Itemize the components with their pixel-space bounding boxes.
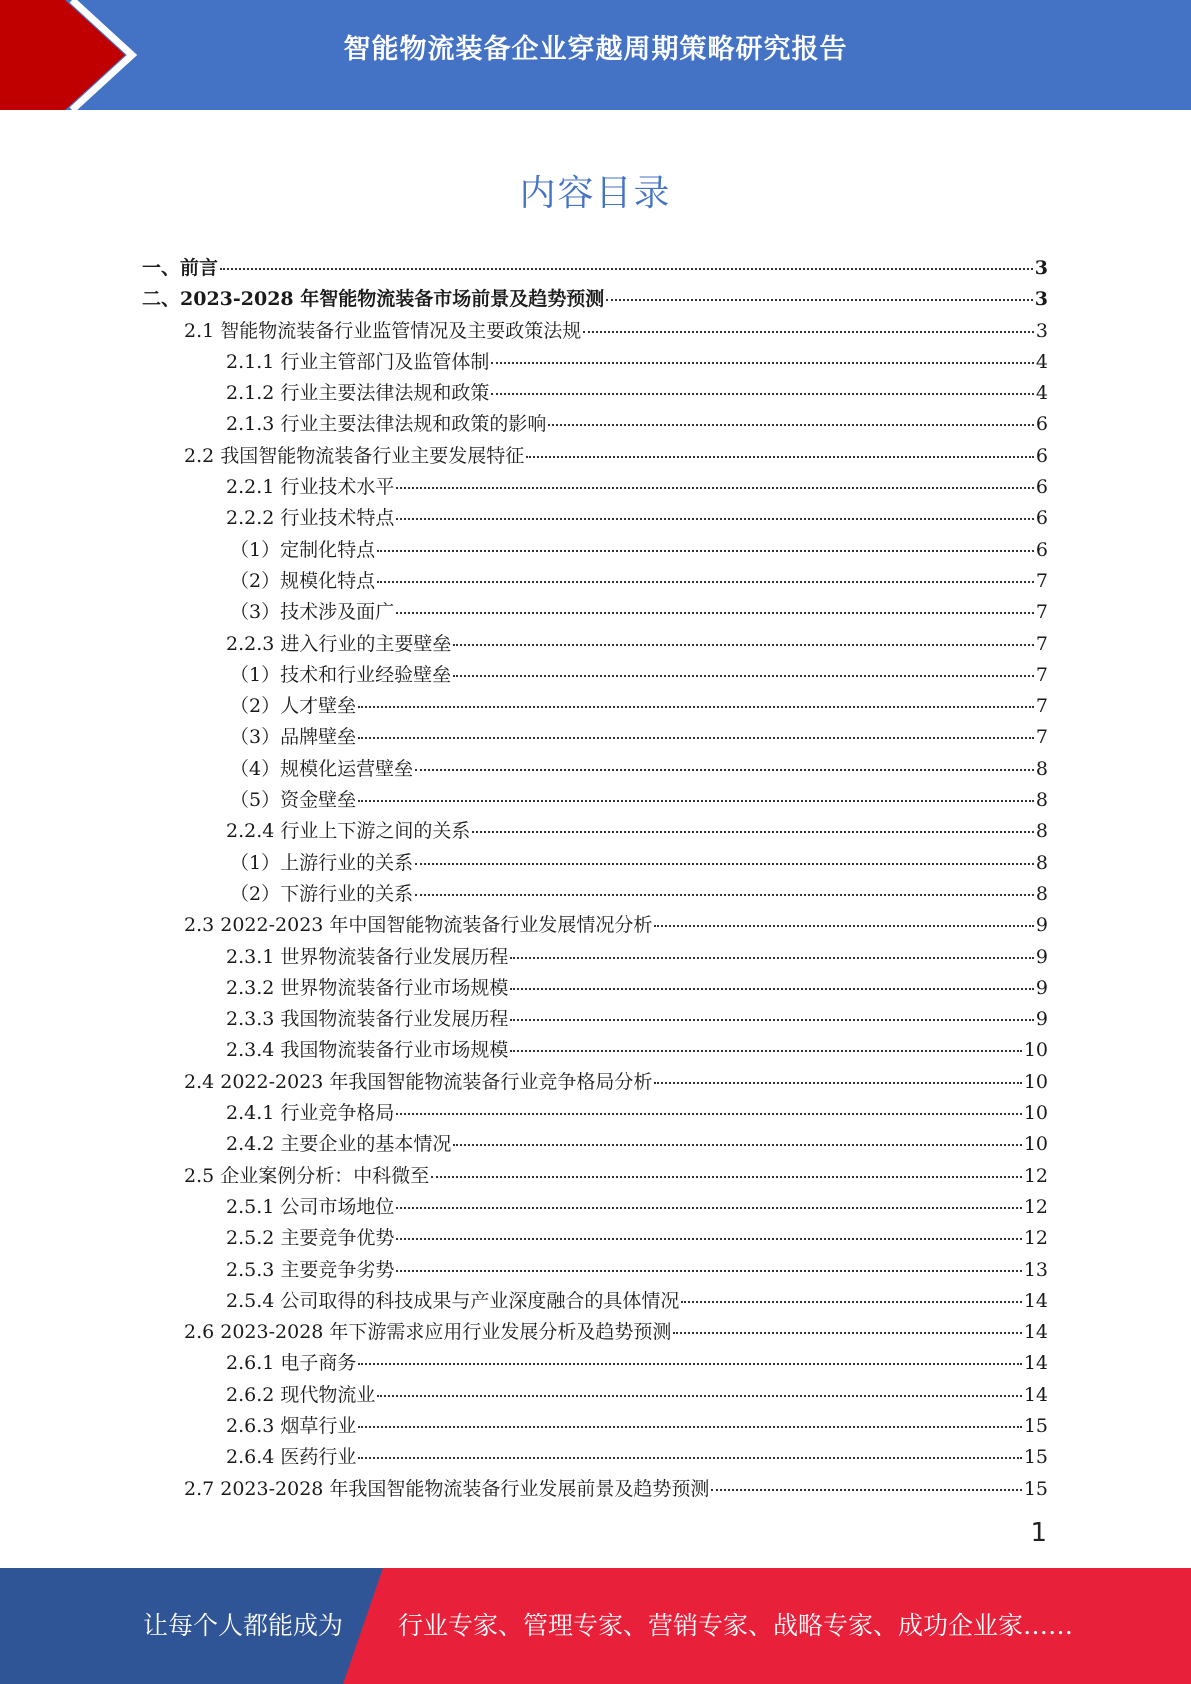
toc-dot-leader: [453, 1144, 1021, 1146]
toc-dot-leader: [583, 331, 1034, 333]
toc-entry-page: 9: [1035, 976, 1048, 999]
toc-dot-leader: [431, 1176, 1022, 1178]
toc-dot-leader: [358, 1363, 1021, 1365]
toc-entry-page: 15: [1023, 1446, 1048, 1469]
toc-entry[interactable]: [142, 347, 1048, 378]
toc-entry[interactable]: [142, 253, 1048, 284]
footer-banner: [0, 1568, 1191, 1684]
toc-dot-leader: [681, 1301, 1021, 1303]
toc-dot-leader: [396, 1207, 1021, 1209]
toc-entry[interactable]: [142, 1317, 1048, 1348]
toc-dot-leader: [377, 1395, 1021, 1397]
toc-entry-page: 4: [1035, 350, 1048, 373]
toc-entry[interactable]: [142, 722, 1048, 753]
toc-entry[interactable]: [142, 1286, 1048, 1317]
toc-entry-label: 2.6.4 医药行业: [226, 1446, 357, 1469]
toc-entry-page: 8: [1035, 757, 1048, 780]
toc-dot-leader: [654, 1082, 1021, 1084]
toc-dot-leader: [377, 550, 1034, 552]
header-banner: [0, 0, 1191, 110]
toc-dot-leader: [606, 299, 1033, 301]
toc-entry-label: 2.5.3 主要竞争劣势: [226, 1258, 395, 1281]
toc-dot-leader: [415, 894, 1034, 896]
toc-entry-label: （1）上游行业的关系: [230, 851, 414, 874]
toc-entry[interactable]: [142, 1004, 1048, 1035]
toc-entry[interactable]: [142, 1192, 1048, 1223]
footer-slogan-right: 行业专家、管理专家、营销专家、战略专家、成功企业家……: [398, 1611, 1074, 1640]
toc-entry-page: 14: [1023, 1289, 1048, 1312]
toc-entry[interactable]: [142, 1411, 1048, 1442]
toc-entry-page: 13: [1023, 1258, 1048, 1281]
toc-entry-page: 15: [1023, 1414, 1048, 1437]
toc-entry-label: 2.2.4 行业上下游之间的关系: [226, 820, 471, 843]
toc-entry-page: 7: [1035, 569, 1048, 592]
toc-entry[interactable]: [142, 597, 1048, 628]
toc-entry-page: 7: [1035, 663, 1048, 686]
toc-entry-page: 7: [1035, 726, 1048, 749]
toc-entry-label: 2.3.2 世界物流装备行业市场规模: [226, 976, 509, 999]
toc-entry[interactable]: [142, 1442, 1048, 1473]
toc-dot-leader: [510, 988, 1034, 990]
toc-entry-label: 2.5.2 主要竞争优势: [226, 1227, 395, 1250]
toc-dot-leader: [526, 456, 1034, 458]
toc-entry[interactable]: [142, 316, 1048, 347]
toc-entry-label: （1）定制化特点: [230, 538, 376, 561]
table-of-contents: [142, 253, 1048, 1505]
toc-dot-leader: [510, 957, 1034, 959]
toc-entry[interactable]: [142, 1223, 1048, 1254]
toc-dot-leader: [491, 362, 1034, 364]
toc-entry[interactable]: [142, 754, 1048, 785]
toc-entry[interactable]: [142, 942, 1048, 973]
toc-entry-page: 4: [1035, 382, 1048, 405]
toc-entry-page: 6: [1035, 507, 1048, 530]
toc-entry-label: 2.3.1 世界物流装备行业发展历程: [226, 945, 509, 968]
toc-entry-label: 一、前言: [142, 257, 219, 279]
toc-entry-label: （4）规模化运营壁垒: [230, 757, 414, 780]
toc-entry-label: 2.5 企业案例分析：中科微至: [184, 1164, 430, 1187]
toc-entry[interactable]: [142, 1035, 1048, 1066]
toc-dot-leader: [358, 1426, 1021, 1428]
toc-entry-page: 8: [1035, 882, 1048, 905]
toc-dot-leader: [673, 1332, 1021, 1334]
toc-entry[interactable]: [142, 629, 1048, 660]
toc-dot-leader: [510, 1050, 1021, 1052]
toc-entry[interactable]: [142, 1474, 1048, 1505]
toc-entry[interactable]: [142, 284, 1048, 315]
toc-entry-page: 10: [1023, 1070, 1048, 1093]
toc-entry[interactable]: [142, 503, 1048, 534]
toc-entry-page: 15: [1023, 1477, 1048, 1500]
toc-entry-page: 6: [1035, 538, 1048, 561]
toc-entry-label: 2.4.1 行业竞争格局: [226, 1102, 395, 1125]
toc-entry-page: 9: [1035, 1008, 1048, 1031]
toc-entry-label: （2）下游行业的关系: [230, 882, 414, 905]
toc-dot-leader: [396, 1113, 1021, 1115]
toc-dot-leader: [453, 675, 1034, 677]
toc-entry-label: （2）规模化特点: [230, 569, 376, 592]
toc-dot-leader: [358, 800, 1034, 802]
toc-entry-page: 6: [1035, 413, 1048, 436]
toc-entry-label: （1）技术和行业经验壁垒: [230, 663, 452, 686]
toc-heading: 内容目录: [519, 173, 672, 214]
toc-entry-label: 2.2.2 行业技术特点: [226, 507, 395, 530]
toc-entry-page: 10: [1023, 1102, 1048, 1125]
toc-entry[interactable]: [142, 848, 1048, 879]
toc-entry-label: （3）技术涉及面广: [230, 601, 395, 624]
toc-dot-leader: [396, 518, 1034, 520]
toc-entry-label: 2.6.2 现代物流业: [226, 1383, 376, 1406]
toc-entry-page: 10: [1023, 1039, 1048, 1062]
toc-dot-leader: [654, 925, 1033, 927]
toc-entry-label: 2.3.3 我国物流装备行业发展历程: [226, 1008, 509, 1031]
toc-dot-leader: [396, 612, 1034, 614]
toc-entry-page: 12: [1023, 1195, 1048, 1218]
toc-entry[interactable]: [142, 660, 1048, 691]
toc-entry-page: 14: [1023, 1383, 1048, 1406]
toc-dot-leader: [396, 1270, 1021, 1272]
toc-entry-page: 6: [1035, 444, 1048, 467]
toc-entry-label: 2.1.1 行业主管部门及监管体制: [226, 350, 490, 373]
toc-entry-page: 7: [1035, 695, 1048, 718]
toc-dot-leader: [415, 769, 1034, 771]
toc-entry-page: 3: [1034, 288, 1048, 311]
toc-entry-label: 2.6 2023-2028 年下游需求应用行业发展分析及趋势预测: [184, 1321, 672, 1344]
toc-dot-leader: [472, 831, 1034, 833]
toc-entry-page: 8: [1035, 820, 1048, 843]
toc-entry[interactable]: [142, 441, 1048, 472]
toc-entry-page: 10: [1023, 1133, 1048, 1156]
toc-entry[interactable]: [142, 879, 1048, 910]
toc-dot-leader: [377, 581, 1034, 583]
toc-entry[interactable]: [142, 1129, 1048, 1160]
toc-entry[interactable]: [142, 1098, 1048, 1129]
toc-entry[interactable]: [142, 816, 1048, 847]
toc-entry-label: 2.3 2022-2023 年中国智能物流装备行业发展情况分析: [184, 914, 653, 937]
toc-entry-label: 2.3.4 我国物流装备行业市场规模: [226, 1039, 509, 1062]
toc-entry-page: 3: [1035, 319, 1048, 342]
toc-entry[interactable]: [142, 1380, 1048, 1411]
toc-entry-label: （5）资金壁垒: [230, 789, 357, 812]
toc-entry[interactable]: [142, 785, 1048, 816]
toc-entry-label: 2.2.1 行业技术水平: [226, 476, 395, 499]
toc-entry-label: 2.6.3 烟草行业: [226, 1414, 357, 1437]
toc-entry-label: 2.7 2023-2028 年我国智能物流装备行业发展前景及趋势预测: [184, 1477, 710, 1500]
toc-entry-label: （2）人才壁垒: [230, 695, 357, 718]
toc-entry[interactable]: [142, 1067, 1048, 1098]
toc-dot-leader: [415, 863, 1034, 865]
toc-dot-leader: [358, 1457, 1021, 1459]
toc-entry-label: 2.5.1 公司市场地位: [226, 1195, 395, 1218]
toc-entry-label: 2.5.4 公司取得的科技成果与产业深度融合的具体情况: [226, 1289, 680, 1312]
toc-dot-leader: [453, 644, 1034, 646]
toc-entry[interactable]: [142, 535, 1048, 566]
toc-entry-label: （3）品牌壁垒: [230, 726, 357, 749]
toc-entry-page: 12: [1023, 1164, 1048, 1187]
toc-entry-label: 二、2023-2028 年智能物流装备市场前景及趋势预测: [142, 288, 605, 311]
toc-entry[interactable]: [142, 378, 1048, 409]
toc-entry-page: 9: [1035, 914, 1048, 937]
toc-entry-page: 7: [1035, 632, 1048, 655]
toc-entry-label: 2.1.2 行业主要法律法规和政策: [226, 382, 490, 405]
toc-entry-label: 2.2.3 进入行业的主要壁垒: [226, 632, 452, 655]
toc-entry-page: 8: [1035, 851, 1048, 874]
toc-entry-page: 8: [1035, 789, 1048, 812]
page-number: 1: [1030, 1518, 1047, 1548]
toc-dot-leader: [396, 487, 1034, 489]
toc-entry-page: 3: [1034, 257, 1048, 279]
toc-entry-page: 6: [1035, 476, 1048, 499]
toc-dot-leader: [491, 393, 1034, 395]
toc-dot-leader: [358, 706, 1034, 708]
toc-entry-label: 2.6.1 电子商务: [226, 1352, 357, 1375]
toc-entry-label: 2.1 智能物流装备行业监管情况及主要政策法规: [184, 319, 582, 342]
toc-entry[interactable]: [142, 566, 1048, 597]
toc-entry[interactable]: [142, 409, 1048, 440]
toc-entry[interactable]: [142, 910, 1048, 941]
toc-entry-label: 2.4 2022-2023 年我国智能物流装备行业竞争格局分析: [184, 1070, 653, 1093]
report-title: 智能物流装备企业穿越周期策略研究报告: [343, 34, 848, 65]
toc-dot-leader: [396, 1238, 1021, 1240]
footer-slogan-left: 让每个人都能成为: [143, 1611, 344, 1640]
toc-entry-label: 2.2 我国智能物流装备行业主要发展特征: [184, 444, 525, 467]
toc-entry[interactable]: [142, 691, 1048, 722]
toc-entry[interactable]: [142, 472, 1048, 503]
toc-dot-leader: [510, 1019, 1034, 1021]
toc-entry-label: 2.4.2 主要企业的基本情况: [226, 1133, 452, 1156]
toc-dot-leader: [548, 424, 1034, 426]
toc-dot-leader: [711, 1489, 1021, 1491]
toc-entry-page: 14: [1023, 1352, 1048, 1375]
toc-entry[interactable]: [142, 1348, 1048, 1379]
toc-entry-page: 7: [1035, 601, 1048, 624]
toc-entry-page: 9: [1035, 945, 1048, 968]
toc-entry[interactable]: [142, 1255, 1048, 1286]
toc-entry[interactable]: [142, 1161, 1048, 1192]
toc-entry[interactable]: [142, 973, 1048, 1004]
toc-dot-leader: [358, 737, 1034, 739]
toc-dot-leader: [220, 268, 1033, 270]
toc-entry-label: 2.1.3 行业主要法律法规和政策的影响: [226, 413, 547, 436]
toc-entry-page: 14: [1023, 1321, 1048, 1344]
toc-entry-page: 12: [1023, 1227, 1048, 1250]
